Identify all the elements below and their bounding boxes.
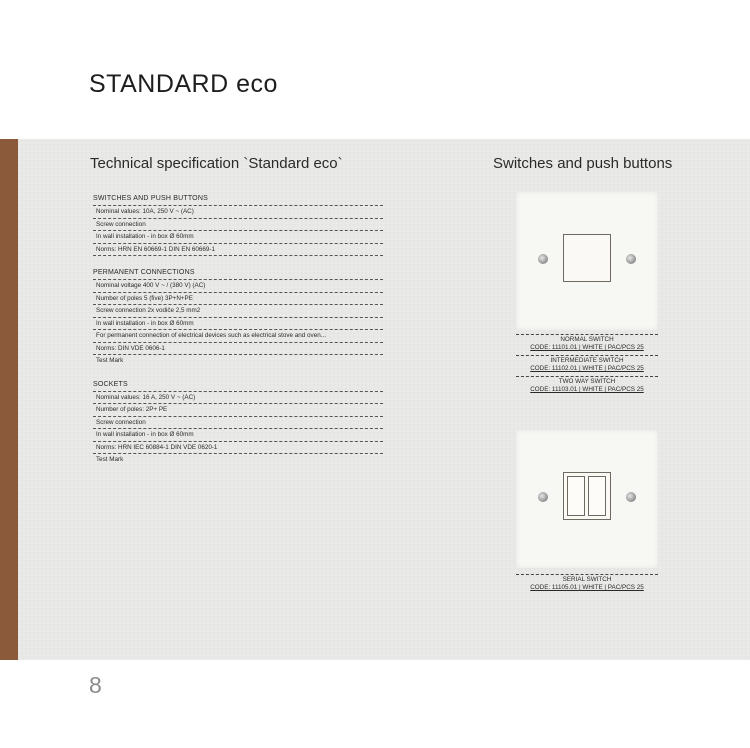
rocker-right-icon bbox=[588, 476, 606, 516]
spec-group-permanent-connections bbox=[93, 268, 383, 368]
spec-row: Norms: HRN EN 60669-1 DIN EN 60669-1 bbox=[93, 244, 383, 257]
spec-group-title: PERMANENT CONNECTIONS bbox=[93, 268, 383, 280]
spec-row: Nominal voltage 400 V ~ / (380 V) (AC) bbox=[93, 280, 383, 293]
page-number: 8 bbox=[89, 672, 102, 698]
spec-row: In wall installation - in box Ø 60mm bbox=[93, 318, 383, 331]
spec-list bbox=[93, 194, 383, 479]
rocker-icon bbox=[563, 234, 611, 282]
product-single-switch bbox=[516, 192, 658, 394]
rocker-left-icon bbox=[567, 476, 585, 516]
product-captions bbox=[516, 574, 658, 592]
screw-icon bbox=[538, 254, 548, 264]
product-code: CODE: 11105.01 | WHITE | PAC/PCS 25 bbox=[530, 584, 644, 591]
spec-row: Screw connection 2x vodiče 2,5 mm2 bbox=[93, 305, 383, 318]
spec-row: Nominal values: 16 A, 250 V ~ (AC) bbox=[93, 392, 383, 405]
product-name: TWO WAY SWITCH bbox=[558, 378, 616, 385]
spec-row: Screw connection bbox=[93, 417, 383, 430]
spec-group-title: SOCKETS bbox=[93, 380, 383, 392]
screw-icon bbox=[626, 254, 636, 264]
products-heading: Switches and push buttons bbox=[493, 155, 673, 172]
spec-row: In wall installation - in box Ø 60mm bbox=[93, 231, 383, 244]
rocker-icon bbox=[563, 472, 611, 520]
spec-group-switches bbox=[93, 194, 383, 256]
spec-row: In wall installation - in box Ø 60mm bbox=[93, 429, 383, 442]
product-name: NORMAL SWITCH bbox=[560, 336, 614, 343]
caption-divider bbox=[516, 355, 658, 356]
spec-row: Number of poles: 2P+ PE bbox=[93, 404, 383, 417]
spec-group-title: SWITCHES AND PUSH BUTTONS bbox=[93, 194, 383, 206]
page-title: STANDARD eco bbox=[89, 70, 278, 98]
spec-row: Test Mark bbox=[96, 456, 124, 463]
caption-divider bbox=[516, 334, 658, 335]
spec-row: Screw connection bbox=[93, 219, 383, 232]
product-code: CODE: 11101.01 | WHITE | PAC/PCS 25 bbox=[530, 344, 644, 351]
caption-divider bbox=[516, 376, 658, 377]
spec-row: Norms: DIN VDE 0606-1 bbox=[93, 343, 383, 356]
caption-divider bbox=[516, 574, 658, 575]
technical-spec-heading: Technical specification `Standard eco` bbox=[90, 155, 343, 172]
accent-bar bbox=[0, 139, 18, 660]
product-code: CODE: 11102.01 | WHITE | PAC/PCS 25 bbox=[530, 365, 644, 372]
product-name: INTERMEDIATE SWITCH bbox=[550, 357, 624, 364]
spec-row: Norms: HRN IEC 60884-1 DIN VDE 0620-1 bbox=[93, 442, 383, 455]
double-rocker-switch-image bbox=[516, 430, 658, 568]
spec-row: Number of poles 5 (five) 3P+N+PE bbox=[93, 293, 383, 306]
spec-row: Nominal values: 10A, 250 V ~ (AC) bbox=[93, 206, 383, 219]
screw-icon bbox=[626, 492, 636, 502]
product-name: SERIAL SWITCH bbox=[562, 576, 612, 583]
spec-group-sockets bbox=[93, 380, 383, 467]
product-serial-switch bbox=[516, 430, 658, 592]
product-captions bbox=[516, 334, 658, 394]
product-code: CODE: 11103.01 | WHITE | PAC/PCS 25 bbox=[530, 386, 644, 393]
screw-icon bbox=[538, 492, 548, 502]
spec-row: Test Mark bbox=[96, 357, 124, 364]
spec-row: For permanent connection of electrical devices such as electrical stove and oven... bbox=[93, 330, 383, 343]
single-rocker-switch-image bbox=[516, 192, 658, 330]
